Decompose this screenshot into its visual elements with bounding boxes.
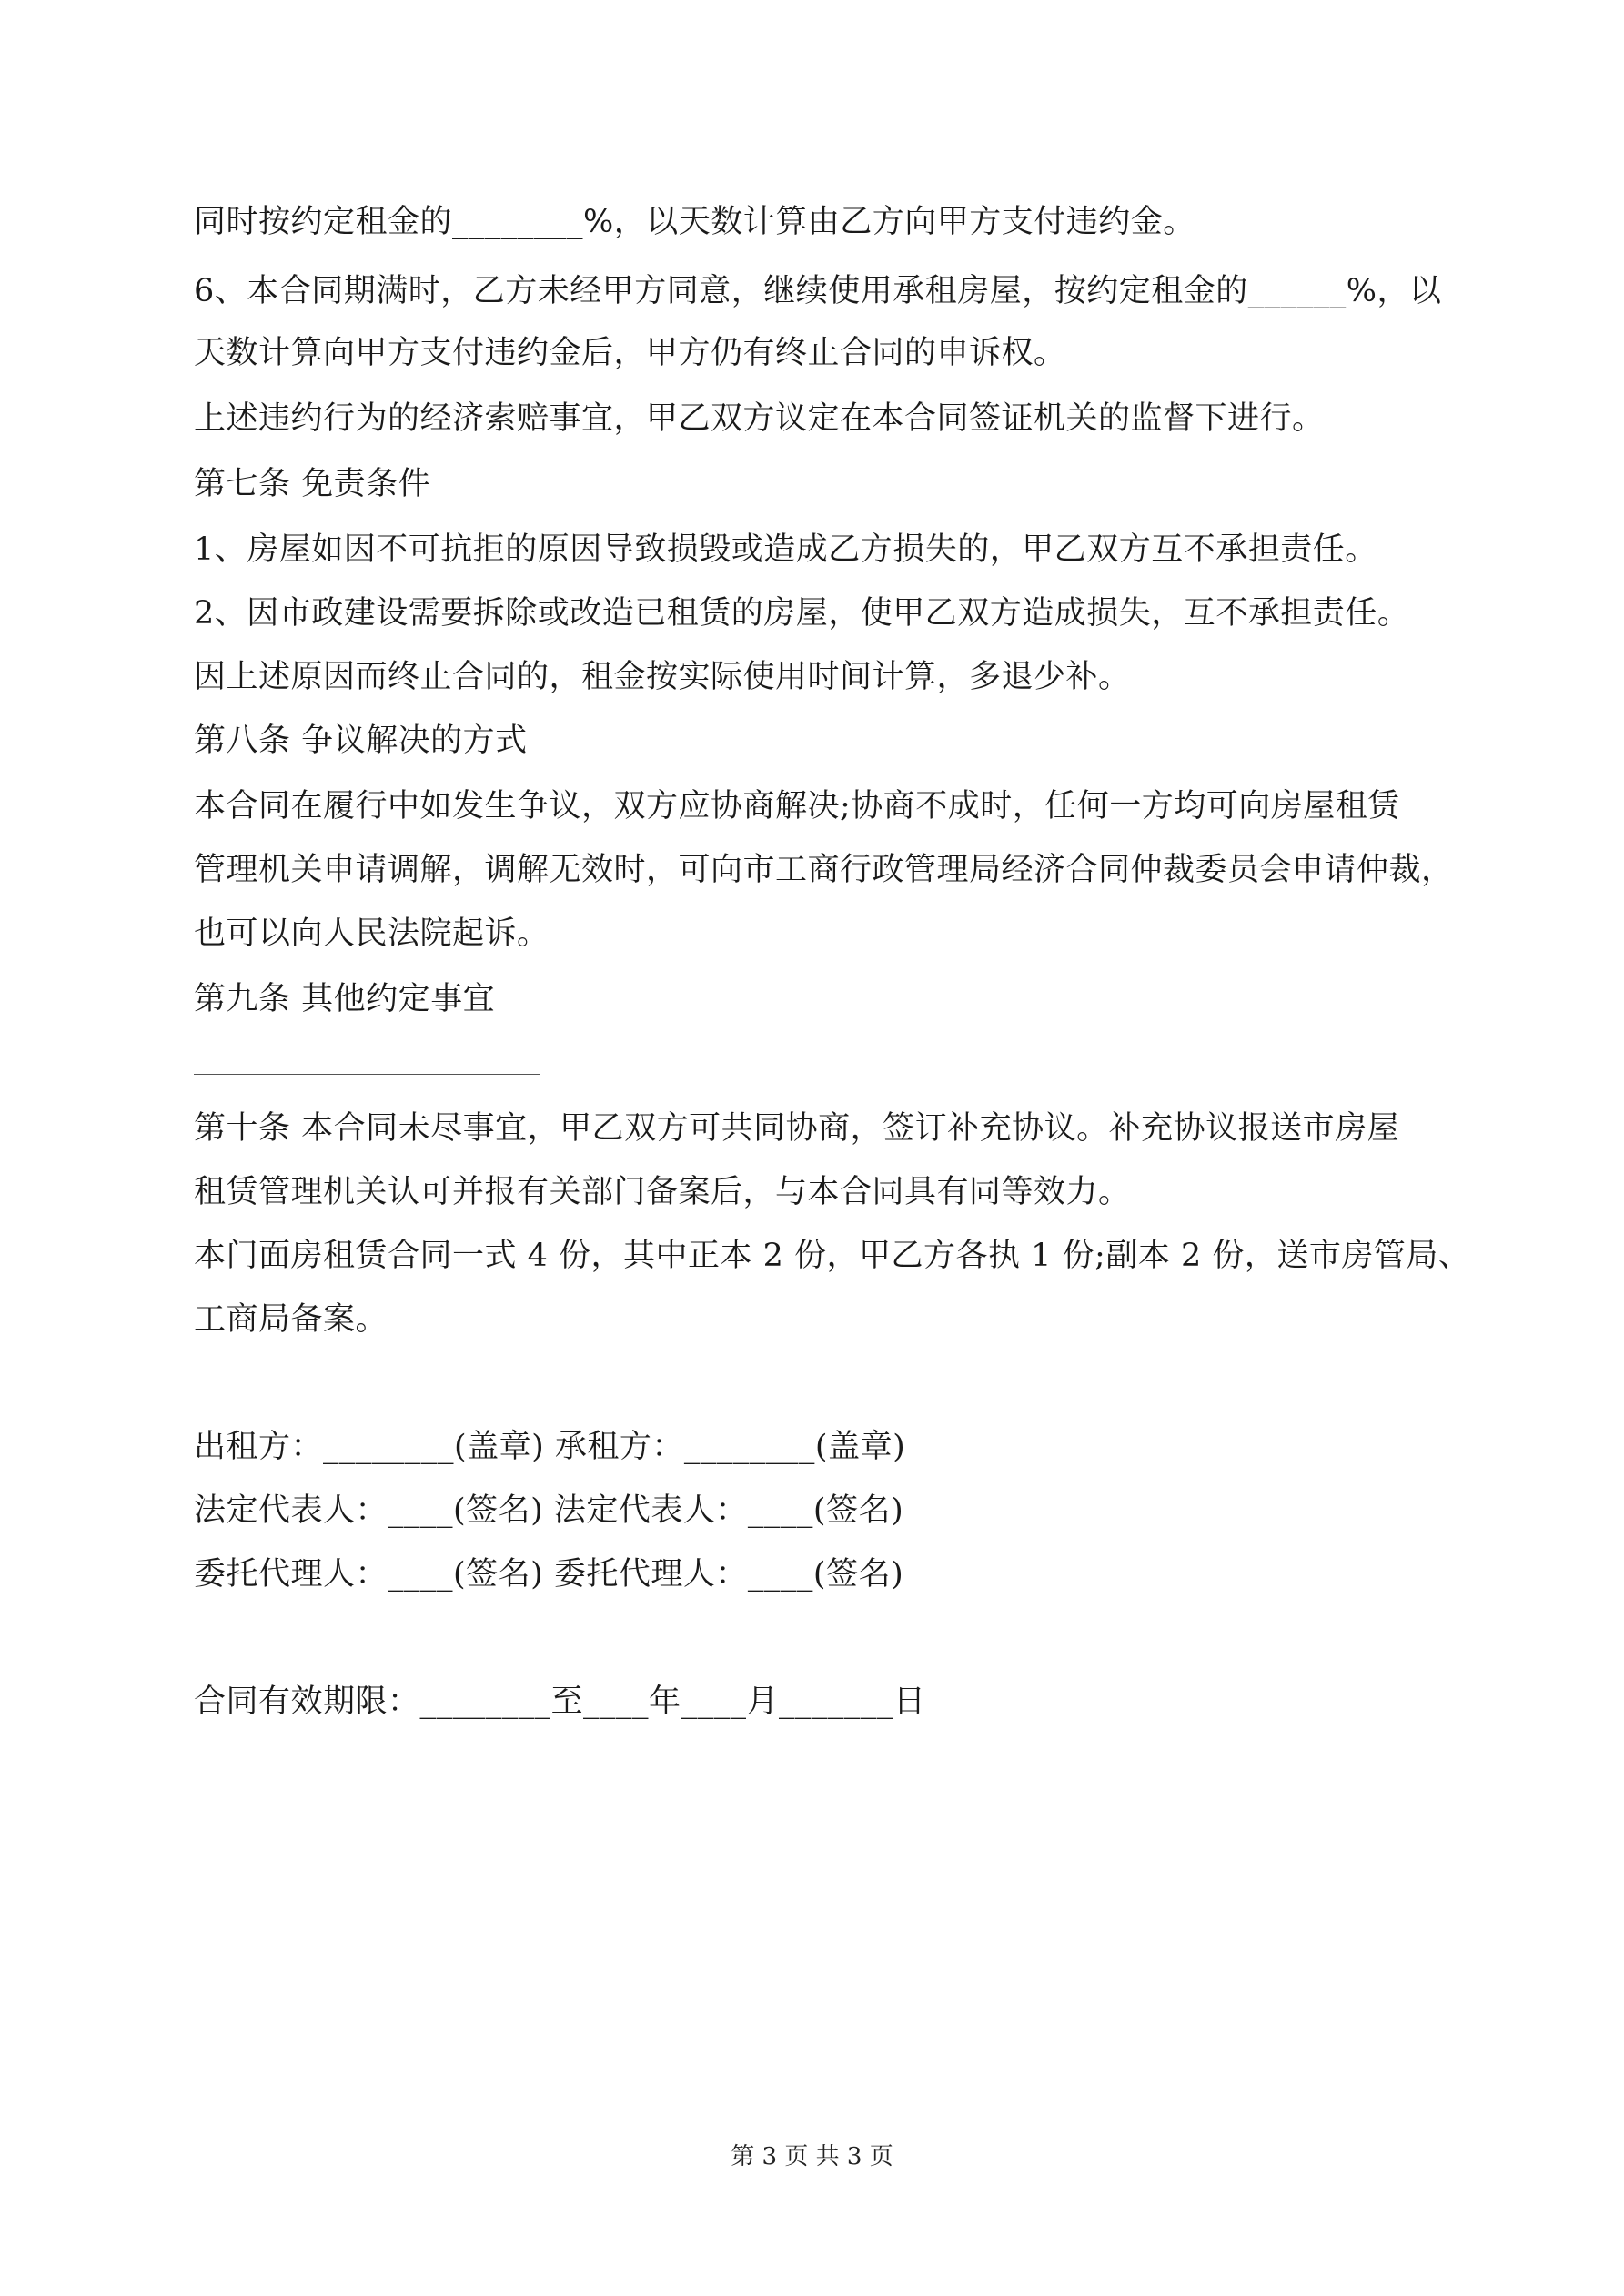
section-heading: 第八条 争议解决的方式 <box>194 723 528 759</box>
paragraph-line: 同时按约定租金的________%，以天数计算由乙方向甲方支付违约金。 <box>194 204 1195 240</box>
validity-period: 合同有效期限：________至____年____月_______日 <box>194 1684 926 1720</box>
paragraph-line: 因上述原因而终止合同的，租金按实际使用时间计算，多退少补。 <box>194 659 1131 695</box>
paragraph-line: 本门面房租赁合同一式 4 份，其中正本 2 份，甲乙方各执 1 份;副本 2 份，送市房管局、 <box>194 1238 1471 1274</box>
paragraph-line: 也可以向人民法院起诉。 <box>194 915 550 952</box>
section-heading: 第九条 其他约定事宜 <box>194 981 496 1017</box>
paragraph-line: 天数计算向甲方支付违约金后，甲方仍有终止合同的申诉权。 <box>194 335 1066 371</box>
signature-line-legal-rep: 法定代表人：____(签名) 法定代表人：____(签名) <box>194 1492 904 1529</box>
paragraph-line: 上述违约行为的经济索赔事宜，甲乙双方议定在本合同签证机关的监督下进行。 <box>194 400 1325 437</box>
paragraph-line: 1、房屋如因不可抗拒的原因导致损毁或造成乙方损失的，甲乙双方互不承担责任。 <box>194 531 1377 568</box>
page-number: 第 3 页 共 3 页 <box>731 2143 893 2170</box>
paragraph-line: 管理机关申请调解，调解无效时，可向市工商行政管理局经济合同仲裁委员会申请仲裁， <box>194 852 1454 888</box>
signature-line-agent: 委托代理人：____(签名) 委托代理人：____(签名) <box>194 1556 904 1593</box>
section-heading: 第七条 免责条件 <box>194 466 431 502</box>
blank-line <box>194 1074 540 1075</box>
paragraph-line: 工商局备案。 <box>194 1301 388 1338</box>
paragraph-line: 第十条 本合同未尽事宜，甲乙双方可共同协商，签订补充协议。补充协议报送市房屋 <box>194 1110 1400 1147</box>
signature-line-party: 出租方：________(盖章) 承租方：________(盖章) <box>194 1429 906 1465</box>
paragraph-line: 2、因市政建设需要拆除或改造已租赁的房屋，使甲乙双方造成损失，互不承担责任。 <box>194 595 1410 632</box>
paragraph-line: 租赁管理机关认可并报有关部门备案后，与本合同具有同等效力。 <box>194 1174 1131 1210</box>
paragraph-line: 6、本合同期满时，乙方未经甲方同意，继续使用承租房屋，按约定租金的______%，以 <box>194 273 1442 309</box>
paragraph-line: 本合同在履行中如发生争议，双方应协商解决;协商不成时，任何一方均可向房屋租赁 <box>194 788 1400 824</box>
